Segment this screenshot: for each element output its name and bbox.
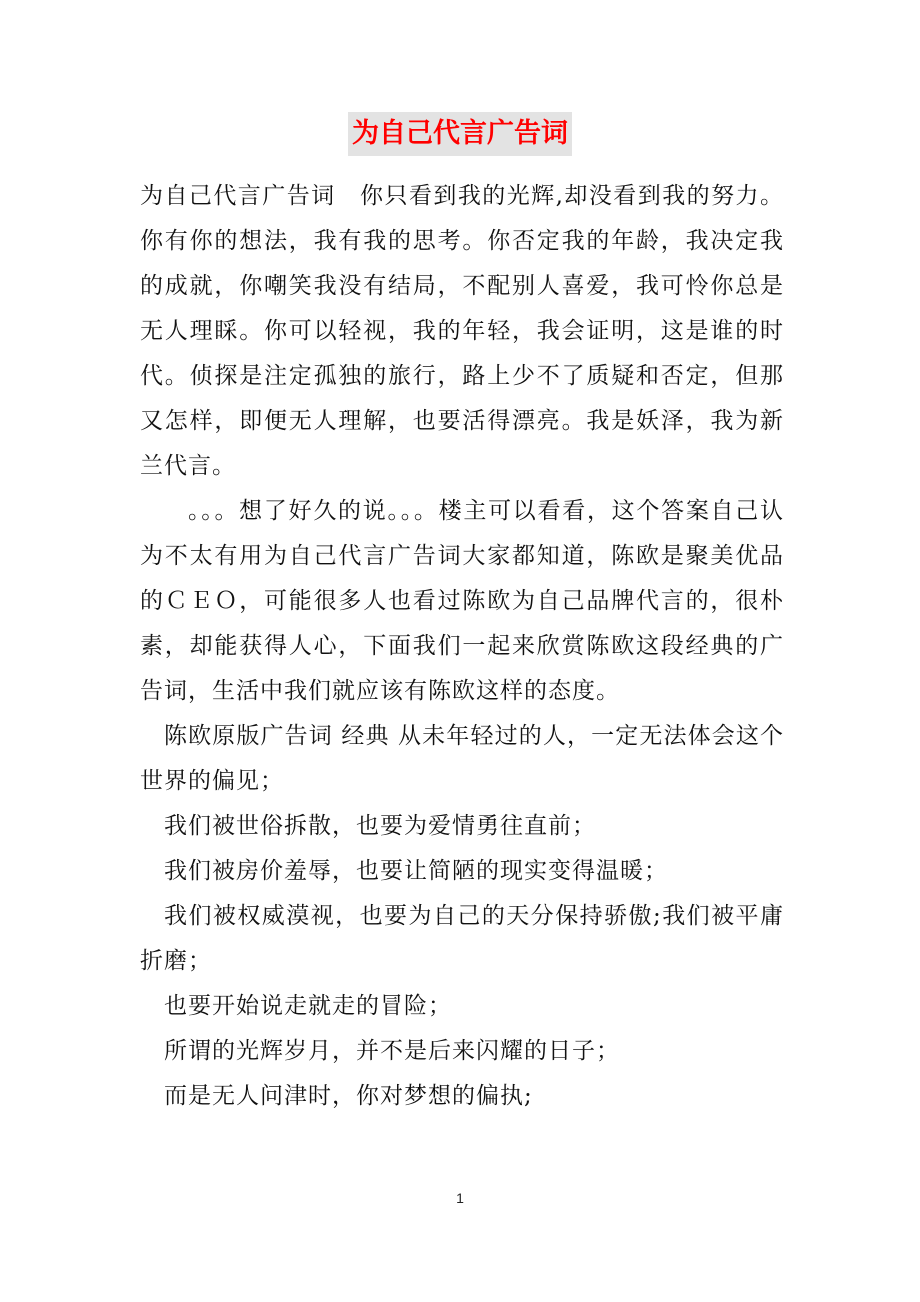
paragraph: 而是无人问津时，你对梦想的偏执;	[164, 1083, 533, 1109]
paragraph: 我们被房价羞辱，也要让简陋的现实变得温暖；	[164, 858, 668, 884]
paragraph: 我们被世俗拆散，也要为爱情勇往直前；	[164, 813, 596, 839]
paragraph: 陈欧原版广告词 经典 从未年轻过的人，一定无法体会这个世界的偏见；	[140, 723, 784, 794]
page-number: 1	[456, 1190, 464, 1206]
title-container	[0, 112, 920, 156]
paragraph: 所谓的光辉岁月，并不是后来闪耀的日子；	[164, 1038, 620, 1064]
document-title: 为自己代言广告词	[348, 112, 572, 156]
paragraph: 为自己代言广告词 你只看到我的光辉,却没看到我的努力。你有你的想法，我有我的思考。你否定我的年龄，我决定我的成就，你嘲笑我没有结局，不配别人喜爱，我可怜你总是无人理睬。你可以轻视，我的年轻，我会证明，这是谁的时代。侦探是注定孤独的旅行，路上少不了质疑和否定，但那又怎样，即便无人理解，也要活得漂亮。我是妖泽，我为新兰代言。	[140, 183, 784, 479]
paragraph: 。。。想了好久的说。。。楼主可以看看，这个答案自己认为不太有用为自己代言广告词大家都知道，陈欧是聚美优品的ＣＥＯ，可能很多人也看过陈欧为自己品牌代言的，很朴素，却能获得人心，下面我们一起来欣赏陈欧这段经典的广告词，生活中我们就应该有陈欧这样的态度。	[140, 498, 784, 704]
paragraph: 也要开始说走就走的冒险；	[164, 993, 452, 1019]
paragraph: 我们被权威漠视，也要为自己的天分保持骄傲;我们被平庸折磨；	[140, 903, 784, 974]
document-body	[140, 174, 784, 1119]
